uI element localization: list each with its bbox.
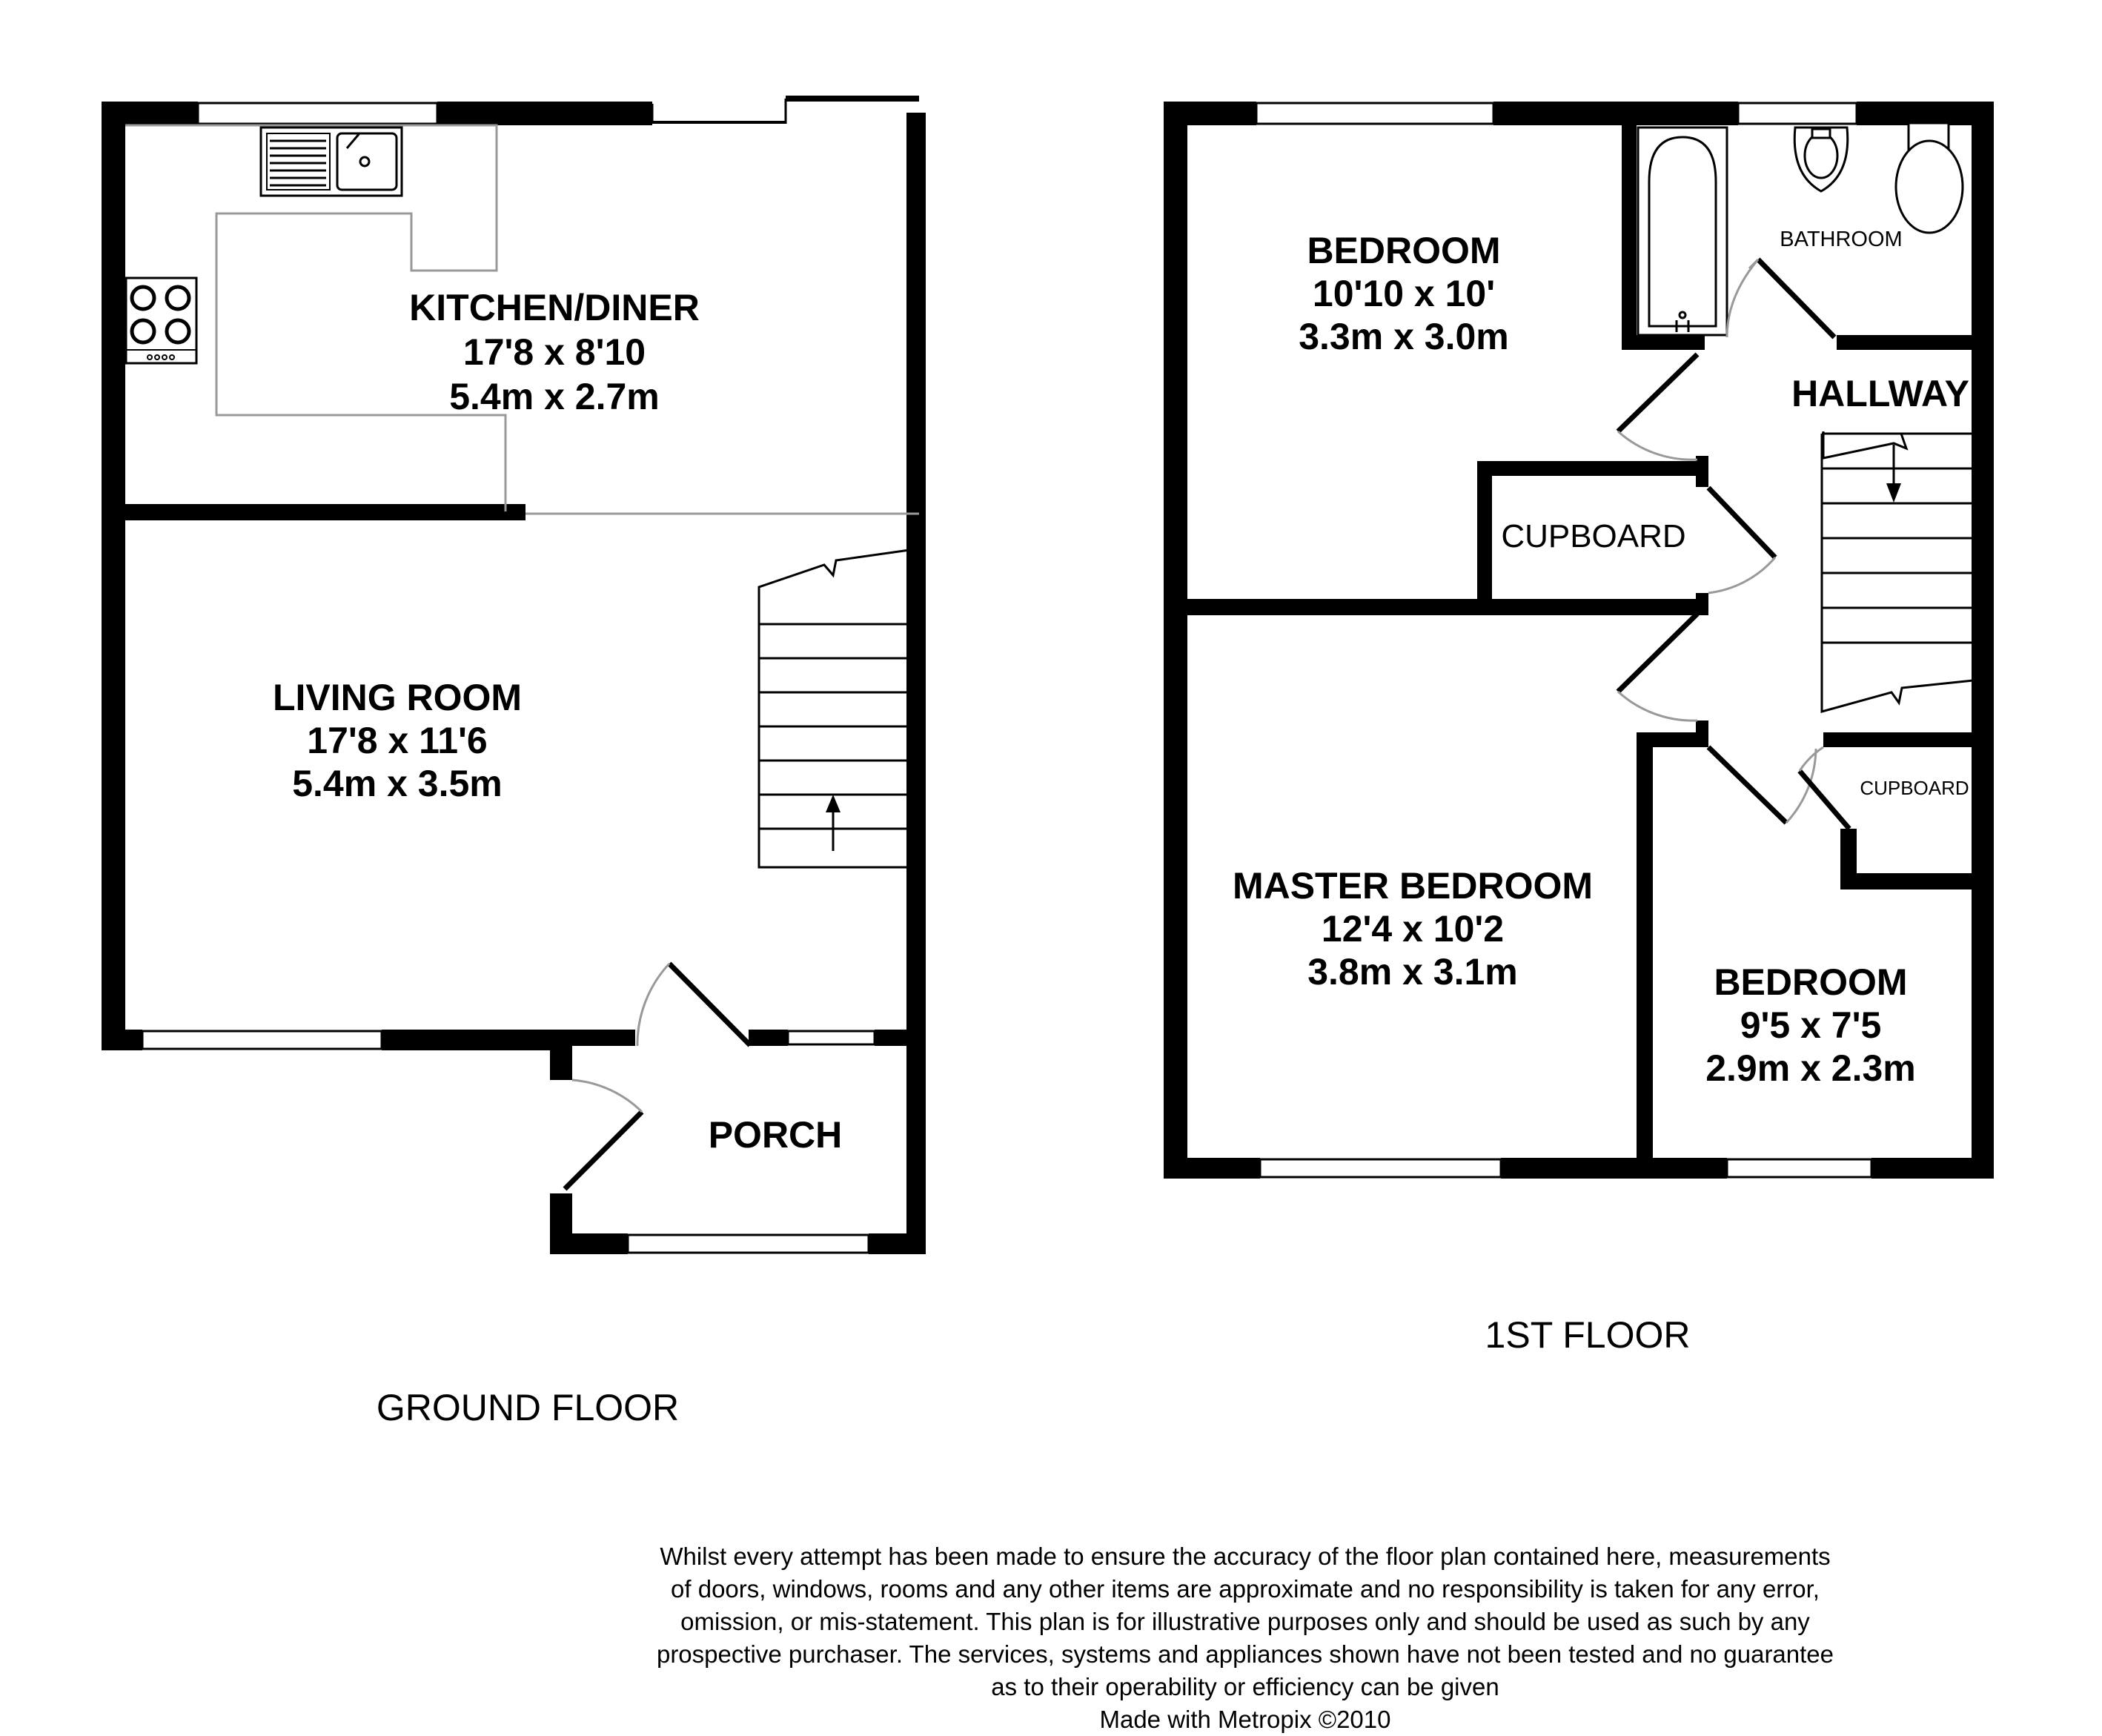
ff-wall-cup1-jamb <box>1696 456 1708 487</box>
living-imperial: 17'8 x 11'6 <box>307 720 488 761</box>
porch-name: PORCH <box>708 1114 843 1156</box>
kitchen-name: KITCHEN/DINER <box>409 287 700 328</box>
disclaimer-line: omission, or mis-statement. This plan is for illustrative purposes only and should be used as such by any <box>680 1608 1810 1635</box>
ff-wall-master-bed2-a <box>1637 732 1653 1170</box>
ff-wall-bath-bottom-a <box>1622 335 1705 350</box>
ff-stairs-arrow-head-icon <box>1886 483 1901 503</box>
basin-icon <box>1794 127 1848 191</box>
gf-wall-porch-top-c <box>875 1030 908 1046</box>
living-name: LIVING ROOM <box>272 677 523 718</box>
room-living-room <box>273 677 522 804</box>
ff-window-master <box>1260 1159 1501 1177</box>
bedroom2-imperial: 9'5 x 7'5 <box>1740 1004 1882 1046</box>
ff-wall-left <box>1164 102 1187 1179</box>
bedroom1-name: BEDROOM <box>1307 230 1501 271</box>
ff-wall-cup1-top <box>1477 461 1707 476</box>
gf-wall-porch-bottom-b <box>869 1233 926 1254</box>
ff-wall-bed-master <box>1187 599 1708 615</box>
gf-wall-top-mid <box>437 102 652 125</box>
ff-wall-top-b <box>1493 102 1738 125</box>
hob-icon <box>126 278 196 363</box>
gf-window-porch-side <box>788 1031 875 1044</box>
disclaimer-line: of doors, windows, rooms and any other items are approximate and no responsibility is taken for any error, <box>671 1575 1820 1603</box>
kitchen-imperial: 17'8 x 8'10 <box>462 331 646 373</box>
master-imperial: 12'4 x 10'2 <box>1321 908 1505 950</box>
ff-door-master <box>1618 614 1697 692</box>
bedroom1-imperial: 10'10 x 10' <box>1312 273 1496 314</box>
disclaimer-line: Whilst every attempt has been made to ensure the accuracy of the floor plan contained here, measurements <box>660 1543 1831 1570</box>
first-floor-plan <box>1164 102 1994 1356</box>
ff-window-bedroom <box>1256 103 1493 124</box>
room-master-bedroom <box>1233 865 1593 993</box>
gf-wall-kitchen-living <box>125 504 526 520</box>
gf-staircase <box>759 550 909 867</box>
room-kitchen-diner <box>409 287 700 417</box>
hallway-name: HALLWAY <box>1791 373 1969 414</box>
ff-wall-bottom-c <box>1871 1158 1994 1179</box>
kitchen-metric: 5.4m x 2.7m <box>449 376 660 417</box>
gf-wall-bottom-left <box>102 1030 142 1050</box>
cupboard2-name: CUPBOARD <box>1860 777 1969 799</box>
ff-door-cupboard1 <box>1708 488 1775 557</box>
ff-wall-hall-jamb <box>1696 720 1708 747</box>
ground-floor-plan <box>102 99 926 1428</box>
ff-staircase <box>1822 431 1973 712</box>
gf-sliding-door <box>652 99 919 124</box>
ff-wall-cup2-bottom <box>1840 873 1983 889</box>
bedroom2-name: BEDROOM <box>1714 961 1908 1003</box>
stairs-arrow-head-icon <box>826 795 841 812</box>
ff-door-bedroom <box>1618 354 1697 431</box>
ff-wall-bath-left <box>1622 113 1637 350</box>
ground-floor-label: GROUND FLOOR <box>376 1387 680 1428</box>
ff-window-bedroom2 <box>1727 1159 1871 1177</box>
master-name: MASTER BEDROOM <box>1232 865 1594 907</box>
toilet-icon <box>1896 123 1963 233</box>
gf-wall-porch-bottom-a <box>550 1233 628 1254</box>
gf-window-kitchen <box>198 103 437 124</box>
ff-wall-bottom-b <box>1501 1158 1727 1179</box>
ff-wall-bottom-a <box>1164 1158 1260 1179</box>
ff-wall-right <box>1972 102 1994 1179</box>
metropix-credit: Made with Metropix ©2010 <box>1099 1706 1391 1733</box>
gf-wall-porch-top-a <box>550 1030 635 1046</box>
cupboard1-name: CUPBOARD <box>1501 518 1686 554</box>
ff-wall-bath-bottom-b <box>1837 335 1983 350</box>
living-metric: 5.4m x 3.5m <box>292 763 503 804</box>
gf-wall-bottom-mid <box>382 1030 552 1050</box>
bedroom2-metric: 2.9m x 2.3m <box>1705 1047 1916 1089</box>
gf-door-porch-entry <box>565 1112 642 1189</box>
sink-icon <box>261 127 402 196</box>
bathroom-name: BATHROOM <box>1780 228 1903 251</box>
gf-window-porch-front <box>628 1235 869 1253</box>
gf-wall-left <box>102 102 125 1050</box>
first-floor-label: 1ST FLOOR <box>1485 1314 1691 1356</box>
gf-window-living <box>142 1031 382 1049</box>
disclaimer <box>563 1540 1927 1736</box>
master-metric: 3.8m x 3.1m <box>1307 951 1518 993</box>
ff-wall-cup2-top <box>1823 732 1983 747</box>
room-bedroom-1 <box>1299 230 1509 357</box>
ff-window-bathroom <box>1738 103 1857 124</box>
ff-door-bathroom <box>1758 259 1834 337</box>
disclaimer-line: prospective purchaser. The services, systems and appliances shown have not been tested and no guarantee <box>656 1640 1834 1668</box>
room-bedroom-2 <box>1705 961 1916 1089</box>
gf-wall-right <box>906 113 926 1254</box>
disclaimer-line: as to their operability or efficiency can be given <box>991 1673 1499 1700</box>
ff-door-bedroom2 <box>1708 747 1786 823</box>
bedroom1-metric: 3.3m x 3.0m <box>1299 316 1509 357</box>
ff-wall-cup2-jamb <box>1696 593 1708 609</box>
bath-icon <box>1638 127 1727 335</box>
gf-door-living-porch <box>669 964 750 1045</box>
ff-door-cupboard2 <box>1800 771 1849 829</box>
gf-wall-porch-top-b <box>749 1030 788 1046</box>
ff-wall-cup1-left <box>1477 461 1492 609</box>
